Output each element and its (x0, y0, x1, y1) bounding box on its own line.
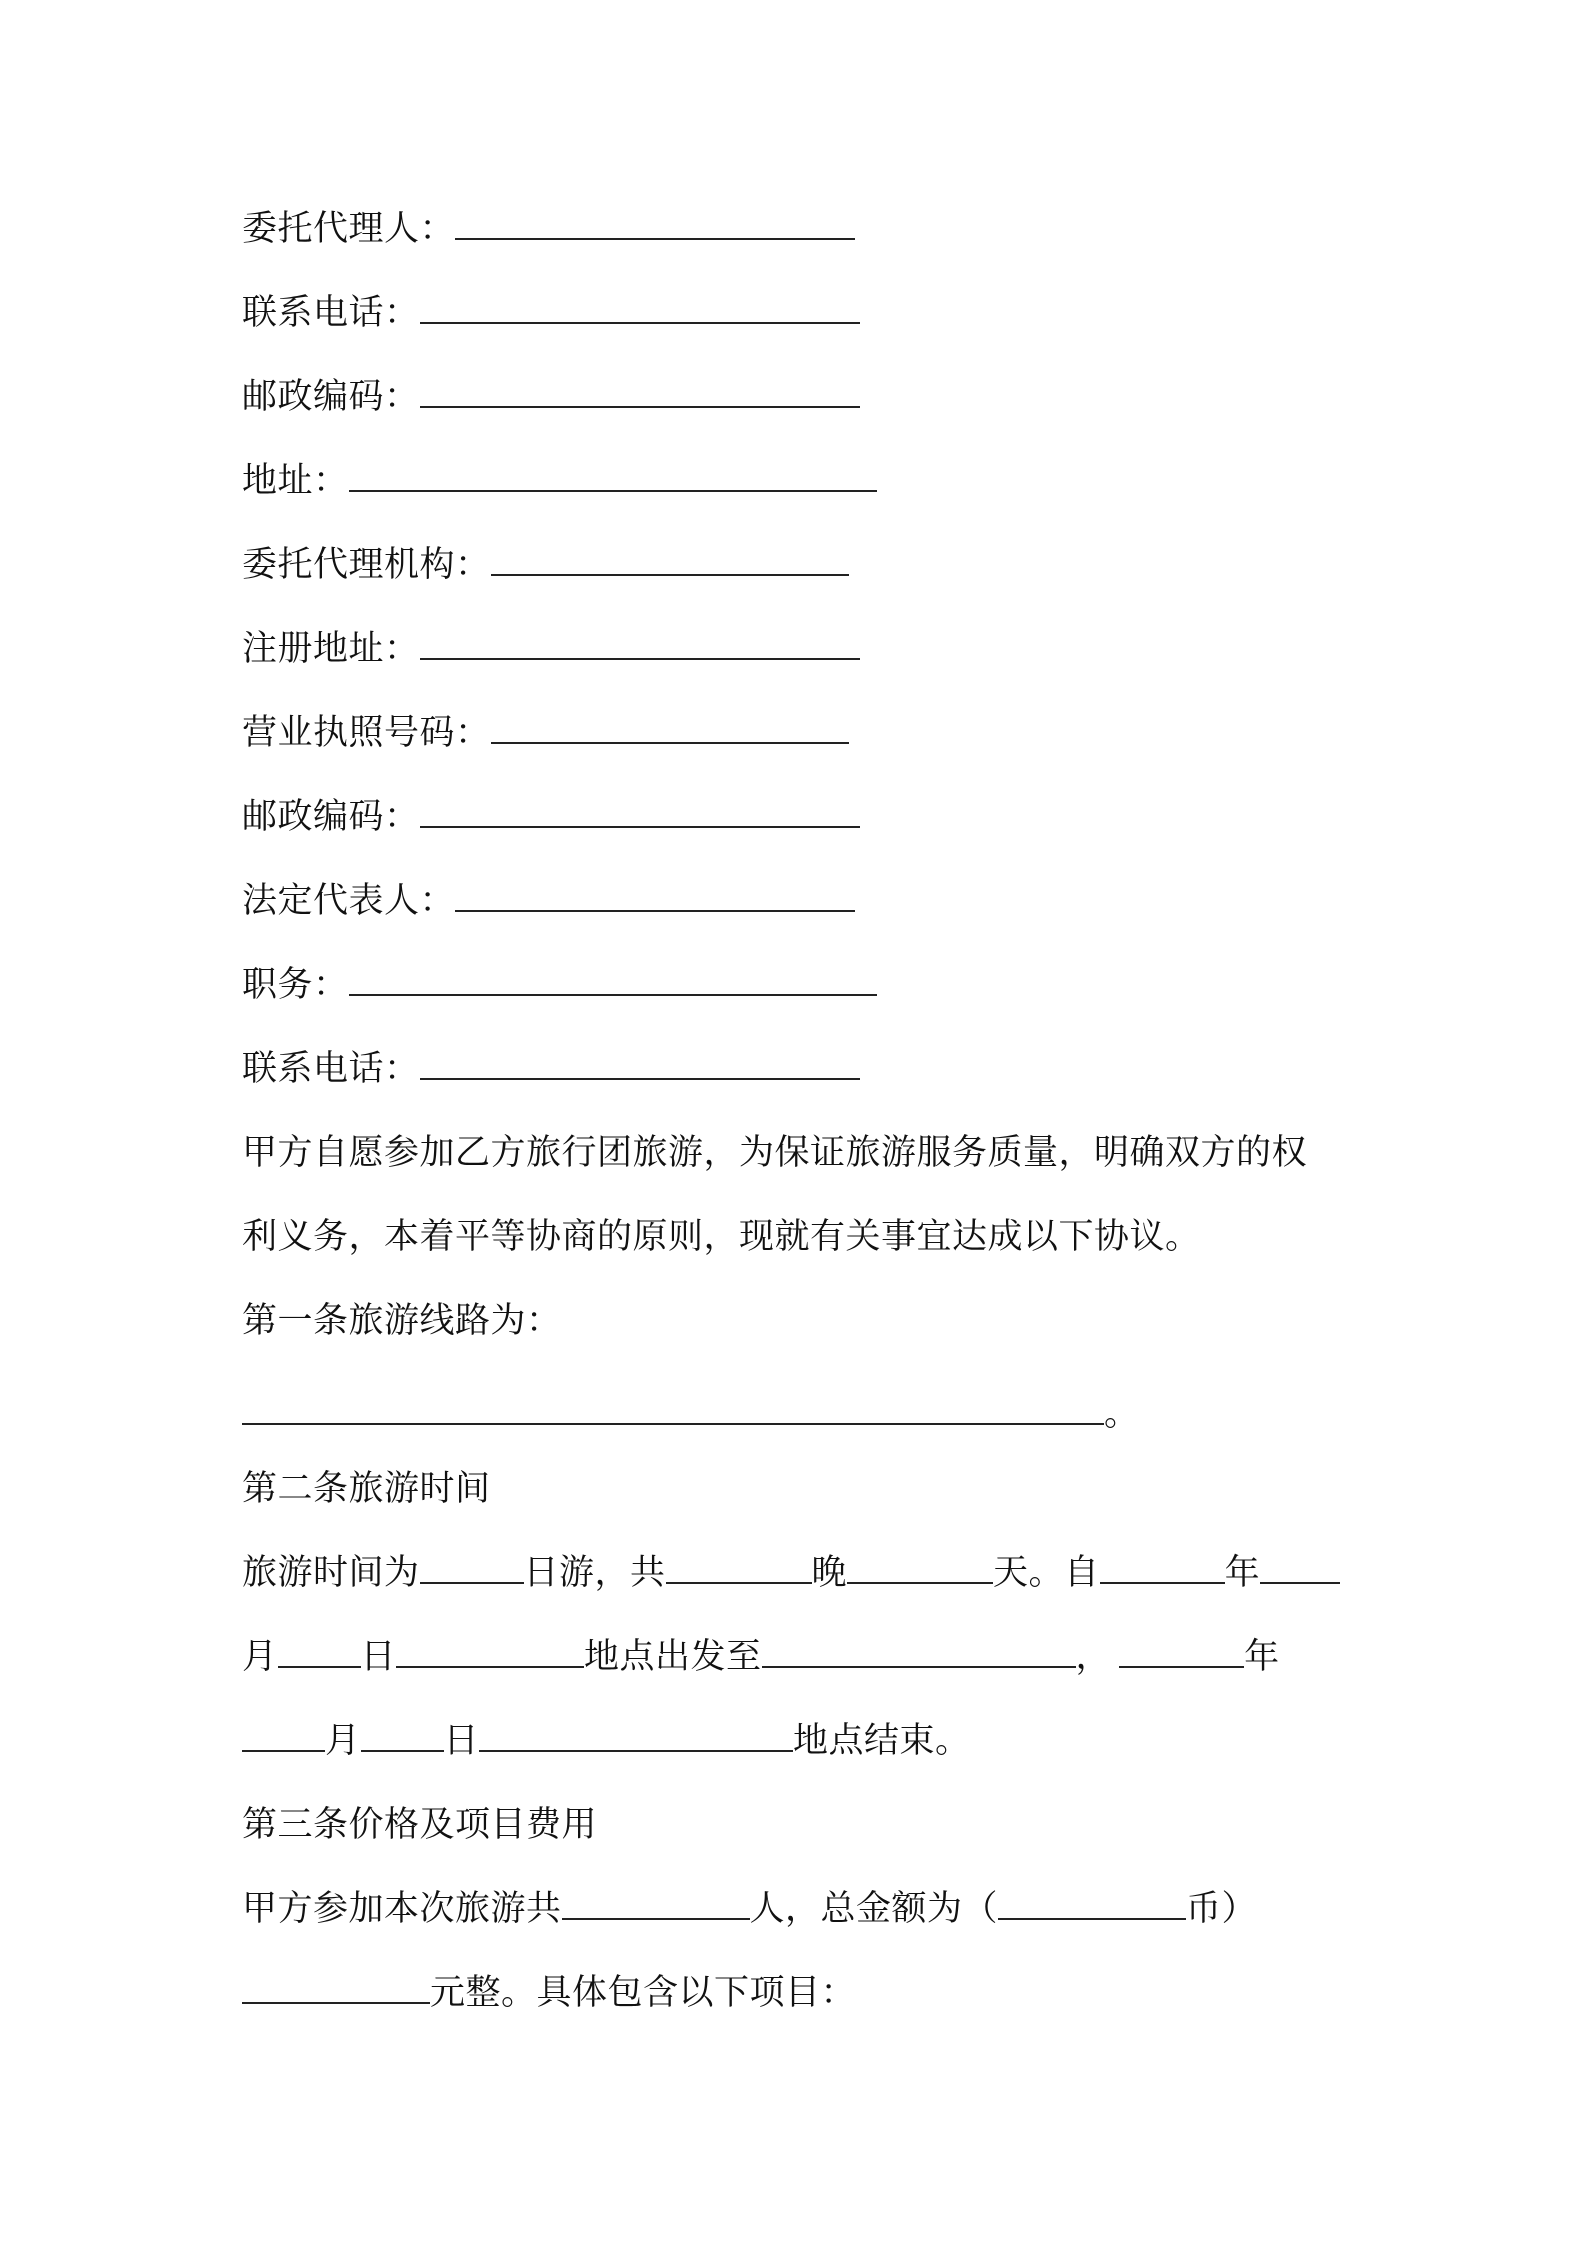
field-label: 地址： (242, 461, 349, 500)
field-legal-rep (242, 879, 855, 923)
field-label: 联系电话： (242, 1049, 420, 1088)
field-position (242, 963, 877, 1007)
blank-start-day[interactable] (278, 1636, 361, 1668)
blank-agent[interactable] (455, 208, 855, 240)
field-registered-address (242, 627, 860, 671)
blank-agency[interactable] (491, 544, 849, 576)
field-label: 委托代理人： (242, 209, 456, 248)
field-address (242, 459, 877, 503)
field-phone-2 (242, 1047, 860, 1091)
field-label: 法定代表人： (242, 881, 456, 920)
field-phone (242, 291, 860, 335)
text-fragment: 月 (242, 1637, 278, 1676)
field-license-number (242, 711, 849, 755)
text-fragment: 甲方参加本次旅游共 (242, 1889, 562, 1928)
blank-end-month[interactable] (242, 1720, 325, 1752)
text-fragment: 元整。具体包含以下项目： (430, 1973, 857, 2012)
field-label: 邮政编码： (242, 797, 420, 836)
blank-postal-code-2[interactable] (420, 796, 860, 828)
field-label: 邮政编码： (242, 377, 420, 416)
blank-start-year[interactable] (1100, 1552, 1225, 1584)
article-2-line-2 (242, 1635, 1280, 1679)
blank-address[interactable] (349, 460, 877, 492)
text-fragment: 旅游时间为 (242, 1553, 420, 1592)
blank-people-count[interactable] (562, 1888, 750, 1920)
text-fragment: 月 (325, 1721, 361, 1760)
text-fragment: 地点结束。 (793, 1721, 971, 1760)
blank-total-days[interactable] (847, 1552, 993, 1584)
text-fragment: 天。自 (993, 1553, 1100, 1592)
article-2-line-3 (242, 1719, 971, 1763)
blank-end-year[interactable] (1119, 1636, 1244, 1668)
blank-position[interactable] (349, 964, 877, 996)
blank-currency[interactable] (998, 1888, 1186, 1920)
text-fragment: 日 (443, 1721, 480, 1760)
text-fragment: 日游，共 (523, 1553, 666, 1592)
field-agency (242, 543, 849, 587)
text-fragment: 币） (1186, 1889, 1258, 1928)
blank-end-place[interactable] (479, 1720, 793, 1752)
text-fragment: 年 (1244, 1637, 1280, 1676)
text-fragment: 晚 (811, 1553, 848, 1592)
intro-line-2: 利义务，本着平等协商的原则，现就有关事宜达成以下协议。 (242, 1217, 1201, 1256)
blank-destination[interactable] (762, 1636, 1076, 1668)
text-fragment: 日 (360, 1637, 397, 1676)
text-fragment: ， (1075, 1637, 1112, 1676)
blank-start-place[interactable] (396, 1636, 584, 1668)
article-1-route (242, 1392, 1140, 1436)
blank-nights[interactable] (666, 1552, 812, 1584)
blank-license-number[interactable] (491, 712, 849, 744)
text-fragment: 地点出发至 (584, 1637, 762, 1676)
blank-phone-2[interactable] (420, 1048, 860, 1080)
field-label: 联系电话： (242, 293, 420, 332)
article-3-line-1 (242, 1887, 1257, 1931)
text-fragment: 年 (1224, 1553, 1261, 1592)
text-fragment: 人，总金额为（ (749, 1889, 999, 1928)
article-2-line-1 (242, 1551, 1340, 1595)
blank-registered-address[interactable] (420, 628, 860, 660)
blank-end-day[interactable] (361, 1720, 444, 1752)
field-label: 职务： (242, 965, 349, 1004)
article-3-line-2 (242, 1971, 856, 2015)
field-label: 注册地址： (242, 629, 420, 668)
blank-postal-code[interactable] (420, 376, 860, 408)
blank-days[interactable] (420, 1552, 524, 1584)
field-label: 营业执照号码： (242, 713, 491, 752)
article-2-heading: 第二条旅游时间 (242, 1469, 491, 1508)
blank-phone[interactable] (420, 292, 860, 324)
article-1-heading: 第一条旅游线路为： (242, 1301, 562, 1340)
field-postal-code (242, 375, 860, 419)
intro-line-1: 甲方自愿参加乙方旅行团旅游，为保证旅游服务质量，明确双方的权 (242, 1133, 1308, 1172)
blank-route[interactable] (242, 1393, 1104, 1425)
field-label: 委托代理机构： (242, 545, 491, 584)
field-agent (242, 207, 855, 251)
route-end-mark: 。 (1104, 1394, 1140, 1433)
blank-start-month-head[interactable] (1260, 1552, 1340, 1584)
blank-legal-rep[interactable] (455, 880, 855, 912)
blank-total-amount[interactable] (242, 1972, 430, 2004)
article-3-heading: 第三条价格及项目费用 (242, 1805, 598, 1844)
field-postal-code-2 (242, 795, 860, 839)
